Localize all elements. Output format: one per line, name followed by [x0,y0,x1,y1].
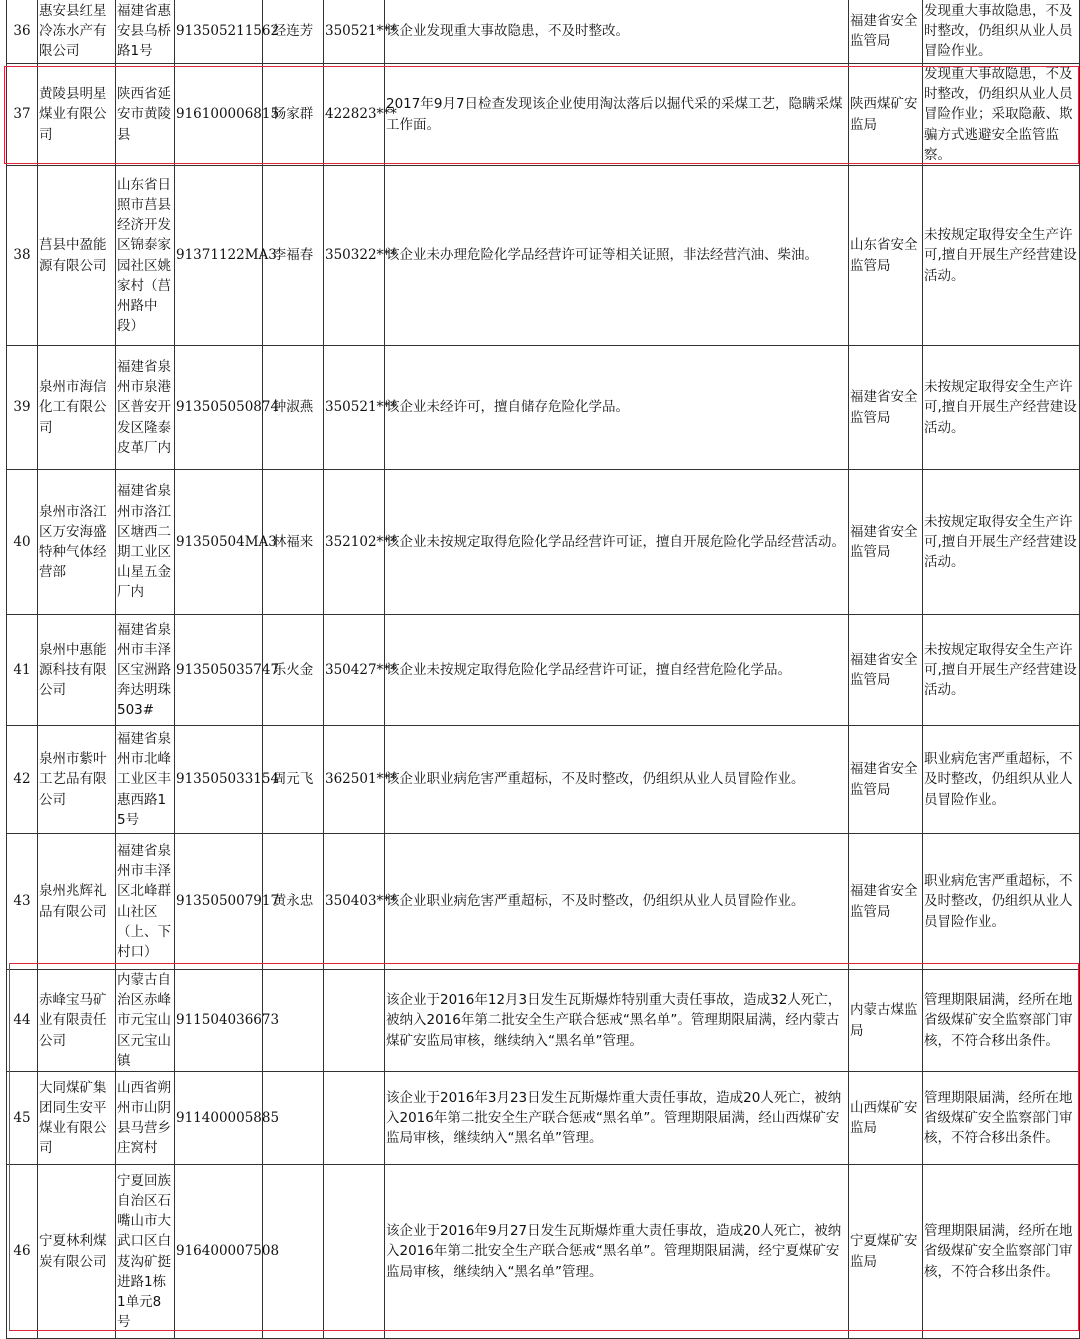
address-cell: 福建省泉州市北峰工业区丰惠西路15号 [116,726,175,834]
address-cell: 福建省泉州市丰泽区北峰群山社区（上、下村口） [116,834,175,970]
blacklist-reason-cell: 未按规定取得安全生产许可,擅自开展生产经营建设活动。 [923,166,1080,346]
address-cell: 福建省泉州市泉港区普安开发区隆泰皮革厂内 [116,346,175,470]
id-number-cell [324,1072,385,1165]
address-cell: 福建省泉州市洛江区塘西二期工业区山星五金厂内 [116,470,175,615]
authority-cell: 福建省安全监管局 [849,470,923,615]
authority-cell: 福建省安全监管局 [849,0,923,64]
id-number-cell: 352102*** [324,470,385,615]
violation-facts-cell: 该企业未按规定取得危险化学品经营许可证，擅自开展危险化学品经营活动。 [385,470,849,615]
table-row [7,0,1080,64]
credit-code-cell: 913505211562 [175,0,263,64]
table-body [7,0,1080,1339]
id-number-cell: 350521*** [324,346,385,470]
authority-cell: 宁夏煤矿安监局 [849,1165,923,1339]
table-row [7,726,1080,834]
credit-code-cell: 911504036673 [175,970,263,1072]
address-cell: 陕西省延安市黄陵县 [116,64,175,166]
violation-facts-cell: 该企业于2016年9月27日发生瓦斯爆炸重大责任事故，造成20人死亡，被纳入2016年第二批安全生产联合惩戒“黑名单”。管理期限届满，经宁夏煤矿安监局审核，继续纳入“黑名单”管理。 [385,1165,849,1339]
credit-code-cell: 913505035747 [175,615,263,726]
credit-code-cell: 91371122MA3 [175,166,263,346]
table-row [7,1165,1080,1339]
row-number-cell: 42 [7,726,38,834]
row-number-cell: 41 [7,615,38,726]
table-row [7,346,1080,470]
blacklist-reason-cell: 职业病危害严重超标，不及时整改，仍组织从业人员冒险作业。 [923,726,1080,834]
company-name-cell: 泉州市海信化工有限公司 [38,346,116,470]
authority-cell: 山西煤矿安监局 [849,1072,923,1165]
violation-facts-cell: 该企业职业病危害严重超标，不及时整改，仍组织从业人员冒险作业。 [385,834,849,970]
violation-facts-cell: 该企业发现重大事故隐患，不及时整改。 [385,0,849,64]
violation-facts-cell: 该企业未按规定取得危险化学品经营许可证，擅自经营危险化学品。 [385,615,849,726]
address-cell: 内蒙古自治区赤峰市元宝山区元宝山镇 [116,970,175,1072]
blacklist-reason-cell: 发现重大事故隐患，不及时整改，仍组织从业人员冒险作业。 [923,0,1080,64]
blacklist-reason-cell: 职业病危害严重超标，不及时整改，仍组织从业人员冒险作业。 [923,834,1080,970]
id-number-cell [324,970,385,1072]
row-number-cell: 45 [7,1072,38,1165]
id-number-cell [324,1165,385,1339]
blacklist-reason-cell: 管理期限届满，经所在地省级煤矿安全监察部门审核，不符合移出条件。 [923,1165,1080,1339]
row-number-cell: 43 [7,834,38,970]
authority-cell: 福建省安全监管局 [849,834,923,970]
address-cell: 福建省惠安县乌桥路1号 [116,0,175,64]
row-number-cell: 38 [7,166,38,346]
credit-code-cell: 913505050874 [175,346,263,470]
violation-facts-cell: 该企业未经许可，擅自储存危险化学品。 [385,346,849,470]
authority-cell: 福建省安全监管局 [849,726,923,834]
blacklist-reason-cell: 未按规定取得安全生产许可,擅自开展生产经营建设活动。 [923,470,1080,615]
table-row [7,1072,1080,1165]
credit-code-cell: 916100006815 [175,64,263,166]
violation-facts-cell: 该企业职业病危害严重超标，不及时整改，仍组织从业人员冒险作业。 [385,726,849,834]
authority-cell: 内蒙古煤监局 [849,970,923,1072]
violation-facts-cell: 该企业未办理危险化学品经营许可证等相关证照，非法经营汽油、柴油。 [385,166,849,346]
blacklist-reason-cell: 未按规定取得安全生产许可,擅自开展生产经营建设活动。 [923,615,1080,726]
company-name-cell: 莒县中盈能源有限公司 [38,166,116,346]
row-number-cell: 44 [7,970,38,1072]
company-name-cell: 大同煤矿集团同生安平煤业有限公司 [38,1072,116,1165]
address-cell: 山东省日照市莒县经济开发区锦泰家园社区姚家村（莒州路中段） [116,166,175,346]
authority-cell: 福建省安全监管局 [849,615,923,726]
row-number-cell: 40 [7,470,38,615]
blacklist-reason-cell: 管理期限届满，经所在地省级煤矿安全监察部门审核，不符合移出条件。 [923,1072,1080,1165]
id-number-cell: 350403*** [324,834,385,970]
id-number-cell: 422823*** [324,64,385,166]
table-row [7,834,1080,970]
company-name-cell: 泉州兆辉礼品有限公司 [38,834,116,970]
address-cell: 宁夏回族自治区石嘴山市大武口区白芨沟矿挺进路1栋1单元8号 [116,1165,175,1339]
authority-cell: 陕西煤矿安监局 [849,64,923,166]
table-row [7,166,1080,346]
table-row [7,470,1080,615]
violation-facts-cell: 该企业于2016年12月3日发生瓦斯爆炸特别重大责任事故，造成32人死亡，被纳入2016年第二批安全生产联合惩戒“黑名单”。管理期限届满，经内蒙古煤矿安监局审核，继续纳入“黑名单”管理。 [385,970,849,1072]
authority-cell: 山东省安全监管局 [849,166,923,346]
company-name-cell: 宁夏林利煤炭有限公司 [38,1165,116,1339]
legal-person-cell: 李福春 [263,166,324,346]
address-cell: 福建省泉州市丰泽区宝洲路奔达明珠503# [116,615,175,726]
company-name-cell: 泉州中惠能源科技有限公司 [38,615,116,726]
company-name-cell: 赤峰宝马矿业有限责任公司 [38,970,116,1072]
credit-code-cell: 911400005885 [175,1072,263,1165]
legal-person-cell: 林福来 [263,470,324,615]
row-number-cell: 46 [7,1165,38,1339]
company-name-cell: 黄陵县明星煤业有限公司 [38,64,116,166]
table-row [7,970,1080,1072]
credit-code-cell: 916400007508 [175,1165,263,1339]
id-number-cell: 350322*** [324,166,385,346]
company-name-cell: 泉州市紫叶工艺品有限公司 [38,726,116,834]
credit-code-cell: 913505033154 [175,726,263,834]
violation-facts-cell: 2017年9月7日检查发现该企业使用淘汰落后以掘代采的采煤工艺，隐瞒采煤工作面。 [385,64,849,166]
company-name-cell: 惠安县红星冷冻水产有限公司 [38,0,116,64]
id-number-cell: 362501*** [324,726,385,834]
blacklist-reason-cell: 发现重大事故隐患，不及时整改，仍组织从业人员冒险作业；采取隐蔽、欺骗方式逃避安全监管监察。 [923,64,1080,166]
table-row [7,64,1080,166]
credit-code-cell: 91350504MA3 [175,470,263,615]
row-number-cell: 36 [7,0,38,64]
row-number-cell: 37 [7,64,38,166]
blacklist-reason-cell: 未按规定取得安全生产许可,擅自开展生产经营建设活动。 [923,346,1080,470]
legal-person-cell: 黄永忠 [263,834,324,970]
legal-person-cell: 乐火金 [263,615,324,726]
row-number-cell: 39 [7,346,38,470]
legal-person-cell: 钟淑燕 [263,346,324,470]
legal-person-cell: 杨家群 [263,64,324,166]
authority-cell: 福建省安全监管局 [849,346,923,470]
company-name-cell: 泉州市洛江区万安海盛特种气体经营部 [38,470,116,615]
address-cell: 山西省朔州市山阴县马营乡庄窝村 [116,1072,175,1165]
id-number-cell: 350521*** [324,0,385,64]
legal-person-cell: 经连芳 [263,0,324,64]
violation-facts-cell: 该企业于2016年3月23日发生瓦斯爆炸重大责任事故，造成20人死亡，被纳入2016年第二批安全生产联合惩戒“黑名单”。管理期限届满，经山西煤矿安监局审核，继续纳入“黑名单”管理。 [385,1072,849,1165]
table-row [7,615,1080,726]
legal-person-cell: 周元飞 [263,726,324,834]
blacklist-reason-cell: 管理期限届满，经所在地省级煤矿安全监察部门审核，不符合移出条件。 [923,970,1080,1072]
blacklist-table [6,0,1080,1339]
credit-code-cell: 913505007917 [175,834,263,970]
id-number-cell: 350427*** [324,615,385,726]
